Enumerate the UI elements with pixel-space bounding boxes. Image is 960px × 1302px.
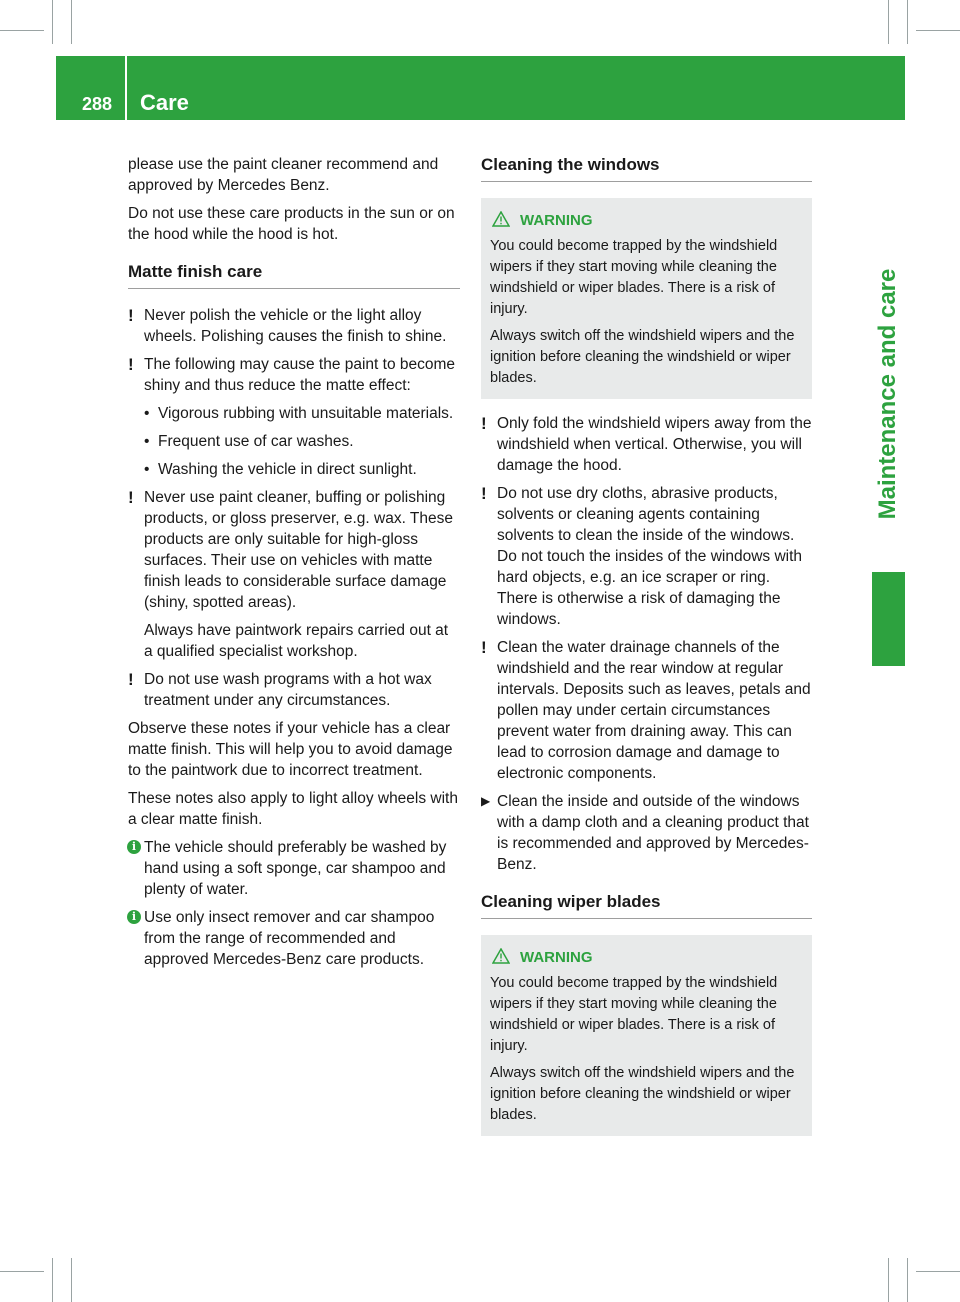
warning-text: Always switch off the windshield wipers and the ignition before cleaning the windshield or wiper blades. bbox=[490, 1065, 795, 1123]
crop-mark bbox=[916, 1271, 960, 1272]
warning-box bbox=[481, 935, 812, 1136]
caution-note bbox=[128, 354, 460, 480]
crop-mark bbox=[0, 30, 44, 31]
bullet-icon: • bbox=[144, 461, 150, 478]
bullet-list bbox=[144, 403, 460, 480]
exclamation-icon: ! bbox=[128, 488, 134, 507]
bullet-icon: • bbox=[144, 405, 150, 422]
warning-box bbox=[481, 198, 812, 399]
note-text: The vehicle should preferably be washed by hand using a soft sponge, car shampoo and plenty of water. bbox=[144, 839, 447, 898]
note-text: Never use paint cleaner, buffing or polishing products, or gloss preserver, e.g. wax. These products are only suitable for high-gloss surfaces. Their use on vehicles with matte finish leads to considerable surface damage (shiny, spotted areas). bbox=[144, 489, 454, 611]
warning-header bbox=[490, 210, 803, 232]
warning-triangle-icon bbox=[492, 211, 510, 227]
crop-mark bbox=[907, 0, 908, 44]
left-column bbox=[128, 154, 460, 977]
side-tab-marker bbox=[872, 572, 905, 666]
section-heading-windows: Cleaning the windows bbox=[481, 154, 812, 182]
exclamation-icon: ! bbox=[481, 638, 487, 657]
info-note bbox=[128, 907, 460, 970]
list-item bbox=[144, 459, 460, 480]
note-text: The following may cause the paint to become shiny and thus reduce the matte effect: bbox=[144, 356, 456, 394]
crop-mark bbox=[52, 0, 53, 44]
warning-text: You could become trapped by the windshield wipers if they start moving while cleaning the windshield or wiper blades. There is a risk of injury. bbox=[490, 975, 778, 1054]
exclamation-icon: ! bbox=[481, 414, 487, 433]
warning-text: You could become trapped by the windshield wipers if they start moving while cleaning the windshield or wiper blades. There is a risk of injury. bbox=[490, 238, 778, 317]
body-paragraph: Observe these notes if your vehicle has a clear matte finish. This will help you to avoid damage to the paintwork due to incorrect treatment. bbox=[128, 720, 453, 779]
crop-mark bbox=[52, 1258, 53, 1302]
exclamation-icon: ! bbox=[128, 355, 134, 374]
crop-mark bbox=[916, 30, 960, 31]
caution-note bbox=[128, 487, 460, 662]
right-column bbox=[481, 154, 812, 1150]
note-text: Always have paintwork repairs carried out at a qualified specialist workshop. bbox=[144, 622, 449, 660]
bullet-icon: • bbox=[144, 433, 150, 450]
header-divider bbox=[125, 56, 127, 120]
warning-label: WARNING bbox=[520, 212, 593, 229]
list-item-text: Washing the vehicle in direct sunlight. bbox=[158, 461, 417, 478]
caution-note bbox=[128, 305, 460, 347]
exclamation-icon: ! bbox=[128, 306, 134, 325]
caution-note bbox=[481, 637, 812, 784]
exclamation-icon: ! bbox=[481, 484, 487, 503]
info-icon: i bbox=[127, 840, 141, 854]
note-text: Use only insect remover and car shampoo from the range of recommended and approved Mercedes-Benz care products. bbox=[144, 909, 435, 968]
crop-mark bbox=[0, 1271, 44, 1272]
side-label-text: Maintenance and care bbox=[874, 268, 901, 520]
section-heading-matte: Matte finish care bbox=[128, 261, 460, 289]
caution-note bbox=[481, 483, 812, 630]
note-text: Never polish the vehicle or the light alloy wheels. Polishing causes the finish to shine. bbox=[144, 307, 447, 345]
warning-text: Always switch off the windshield wipers and the ignition before cleaning the windshield or wiper blades. bbox=[490, 328, 795, 386]
warning-header bbox=[490, 947, 803, 969]
info-icon: i bbox=[127, 910, 141, 924]
page-number: 288 bbox=[82, 94, 113, 114]
list-item-text: Vigorous rubbing with unsuitable materials. bbox=[158, 405, 454, 422]
instruction-step bbox=[481, 791, 812, 875]
note-text: Do not use wash programs with a hot wax treatment under any circumstances. bbox=[144, 671, 432, 709]
crop-mark bbox=[888, 1258, 889, 1302]
list-item-text: Frequent use of car washes. bbox=[158, 433, 354, 450]
note-text: Clean the water drainage channels of the windshield and the rear window at regular intervals. Deposits such as leaves, petals and pollen may under certain circumstances prevent water from draining away. This can lead to corrosion damage and damage to electronic components. bbox=[497, 639, 811, 782]
caution-note bbox=[481, 413, 812, 476]
warning-label: WARNING bbox=[520, 949, 593, 966]
exclamation-icon: ! bbox=[128, 670, 134, 689]
list-item bbox=[144, 431, 460, 452]
crop-mark bbox=[71, 1258, 72, 1302]
step-text: Clean the inside and outside of the windows with a damp cloth and a cleaning product that is recommended and approved by Mercedes-Benz. bbox=[497, 793, 809, 873]
crop-mark bbox=[71, 0, 72, 44]
warning-triangle-icon bbox=[492, 948, 510, 964]
caution-note bbox=[128, 669, 460, 711]
page-title: Care bbox=[140, 90, 189, 115]
step-arrow-icon: ▶ bbox=[481, 794, 491, 808]
body-paragraph: These notes also apply to light alloy wheels with a clear matte finish. bbox=[128, 790, 458, 828]
intro-paragraph: please use the paint cleaner recommend and approved by Mercedes Benz. bbox=[128, 156, 439, 194]
note-text: Do not use dry cloths, abrasive products, solvents or cleaning agents containing solvents to clean the inside of the windows. Do not touch the insides of the windows with hard objects, e.g. an ice scraper or ring. There is otherwise a risk of damaging the windows. bbox=[497, 485, 803, 628]
crop-mark bbox=[888, 0, 889, 44]
list-item bbox=[144, 403, 460, 424]
note-text: Only fold the windshield wipers away from the windshield when vertical. Otherwise, you will damage the hood. bbox=[497, 415, 812, 474]
crop-mark bbox=[907, 1258, 908, 1302]
intro-paragraph: Do not use these care products in the sun or on the hood while the hood is hot. bbox=[128, 205, 455, 243]
section-heading-wiper-blades: Cleaning wiper blades bbox=[481, 891, 812, 919]
info-note bbox=[128, 837, 460, 900]
